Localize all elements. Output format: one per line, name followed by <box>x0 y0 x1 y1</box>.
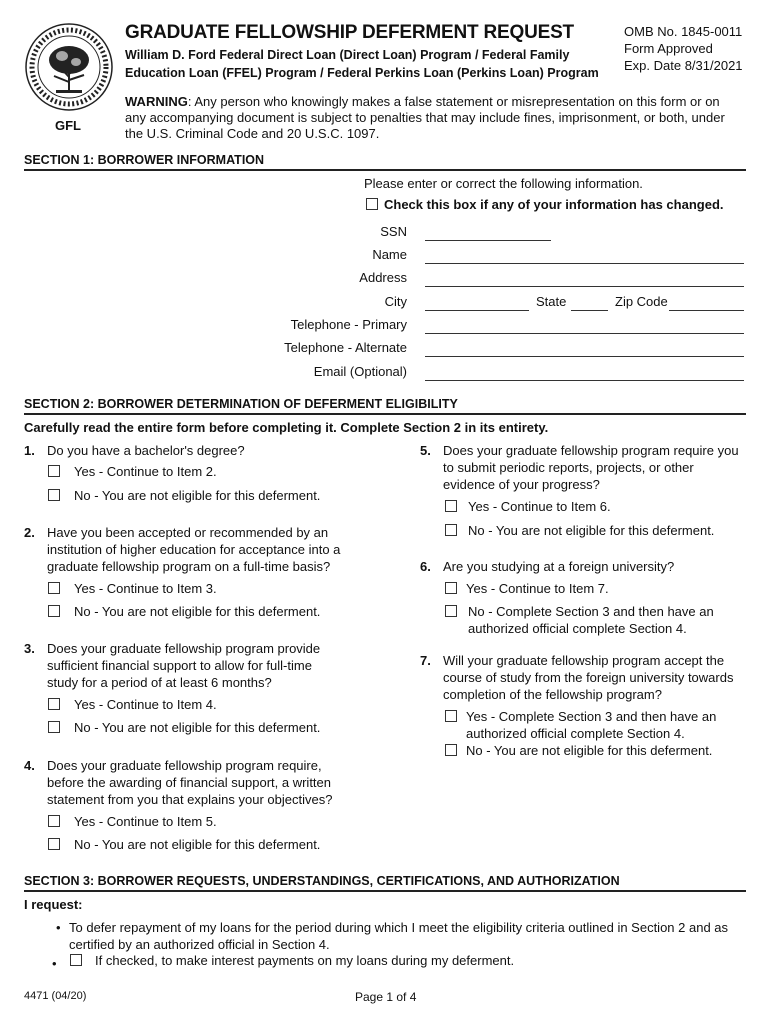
email-field[interactable] <box>425 380 744 381</box>
address-label: Address <box>359 270 407 285</box>
q3-no-checkbox[interactable] <box>48 721 60 733</box>
warning-line-3: the U.S. Criminal Code and 20 U.S.C. 1097. <box>125 126 380 141</box>
q3-text-1: Does your graduate fellowship program provide <box>47 641 321 656</box>
warning-label: WARNING <box>125 94 188 109</box>
interest-payments-checkbox[interactable] <box>70 954 82 966</box>
q6-number: 6. <box>420 559 431 574</box>
section-1-intro: Please enter or correct the following information. <box>364 176 643 191</box>
q1-text: Do you have a bachelor's degree? <box>47 443 245 458</box>
q2-no-label: No - You are not eligible for this deferment. <box>74 604 321 619</box>
q7-text-1: Will your graduate fellowship program accept the <box>443 653 725 668</box>
q4-number: 4. <box>24 758 35 773</box>
q1-no-checkbox[interactable] <box>48 489 60 501</box>
warning-line-2: any accompanying document is subject to penalties that may include fines, imprisonment, or both, under <box>125 110 725 125</box>
email-label: Email (Optional) <box>313 364 407 379</box>
department-of-education-seal <box>24 22 114 112</box>
bullet-2-dot: • <box>52 956 57 971</box>
city-label: City <box>384 294 407 309</box>
q4-no-label: No - You are not eligible for this deferment. <box>74 837 321 852</box>
state-field[interactable] <box>571 310 608 311</box>
q7-no-checkbox[interactable] <box>445 744 457 756</box>
q4-text-2: before the awarding of financial support, a written <box>47 775 332 790</box>
q5-no-checkbox[interactable] <box>445 524 457 536</box>
page-number: Page 1 of 4 <box>355 990 417 1004</box>
q6-yes-label: Yes - Continue to Item 7. <box>466 581 609 596</box>
q2-no-checkbox[interactable] <box>48 605 60 617</box>
q4-text-3: statement from you that explains your objectives? <box>47 792 333 807</box>
state-label: State <box>536 294 567 309</box>
q6-text: Are you studying at a foreign university? <box>443 559 675 574</box>
q5-text-1: Does your graduate fellowship program require you <box>443 443 739 458</box>
expiration-date: Exp. Date 8/31/2021 <box>624 58 743 73</box>
section-3-heading: SECTION 3: BORROWER REQUESTS, UNDERSTANDINGS, CERTIFICATIONS, AND AUTHORIZATION <box>24 874 620 888</box>
form-title: GRADUATE FELLOWSHIP DEFERMENT REQUEST <box>125 22 574 43</box>
section-1-heading: SECTION 1: BORROWER INFORMATION <box>24 153 265 167</box>
q2-text-2: institution of higher education for acceptance into a <box>47 542 341 557</box>
q6-yes-checkbox[interactable] <box>445 582 457 594</box>
info-changed-label: Check this box if any of your information has changed. <box>384 197 724 212</box>
section-2-rule <box>24 413 746 415</box>
q5-text-2: to submit periodic reports, projects, or other <box>443 460 694 475</box>
section-2-instruction: Carefully read the entire form before completing it. Complete Section 2 in its entirety. <box>24 420 549 435</box>
q1-no-label: No - You are not eligible for this deferment. <box>74 488 321 503</box>
q3-no-label: No - You are not eligible for this deferment. <box>74 720 321 735</box>
q5-number: 5. <box>420 443 431 458</box>
q3-text-3: study for a period of at least 6 months? <box>47 675 272 690</box>
q5-text-3: evidence of your progress? <box>443 477 600 492</box>
q7-text-3: completion of the fellowship program? <box>443 687 662 702</box>
section-2-heading: SECTION 2: BORROWER DETERMINATION OF DEFERMENT ELIGIBILITY <box>24 397 458 411</box>
q7-yes-label-2: authorized official complete Section 4. <box>466 726 685 741</box>
q7-number: 7. <box>420 653 431 668</box>
zip-label: Zip Code <box>615 294 668 309</box>
zip-field[interactable] <box>669 310 744 311</box>
q3-number: 3. <box>24 641 35 656</box>
form-approved: Form Approved <box>624 41 713 56</box>
q6-no-checkbox[interactable] <box>445 605 457 617</box>
q2-yes-checkbox[interactable] <box>48 582 60 594</box>
program-subtitle-1: William D. Ford Federal Direct Loan (Direct Loan) Program / Federal Family <box>125 48 570 62</box>
name-label: Name <box>372 247 407 262</box>
ssn-field[interactable] <box>425 240 551 241</box>
q1-number: 1. <box>24 443 35 458</box>
q6-no-label-1: No - Complete Section 3 and then have an <box>468 604 714 619</box>
warning-text <box>125 94 745 142</box>
q4-yes-checkbox[interactable] <box>48 815 60 827</box>
q1-yes-checkbox[interactable] <box>48 465 60 477</box>
ssn-label: SSN <box>380 224 407 239</box>
q7-yes-checkbox[interactable] <box>445 710 457 722</box>
interest-payments-label: If checked, to make interest payments on my loans during my deferment. <box>95 953 515 968</box>
name-field[interactable] <box>425 263 744 264</box>
omb-number: OMB No. 1845-0011 <box>624 24 743 39</box>
q5-yes-checkbox[interactable] <box>445 500 457 512</box>
q5-no-label: No - You are not eligible for this deferment. <box>468 523 715 538</box>
telephone-alternate-label: Telephone - Alternate <box>284 340 407 355</box>
q7-no-label: No - You are not eligible for this deferment. <box>466 743 713 758</box>
telephone-primary-field[interactable] <box>425 333 744 334</box>
info-changed-checkbox[interactable] <box>366 198 378 210</box>
q2-text-3: graduate fellowship program on a full-time basis? <box>47 559 331 574</box>
q2-text-1: Have you been accepted or recommended by an <box>47 525 329 540</box>
bullet-1-line-1: To defer repayment of my loans for the period during which I meet the eligibility criteria outlined in Section 2 and as <box>69 920 729 935</box>
q4-no-checkbox[interactable] <box>48 838 60 850</box>
warning-line-1: : Any person who knowingly makes a false statement or misrepresentation on this form or on <box>187 94 720 109</box>
gfl-label: GFL <box>55 118 81 133</box>
telephone-alternate-field[interactable] <box>425 356 744 357</box>
bullet-1-dot: • <box>56 920 61 935</box>
section-3-rule <box>24 890 746 892</box>
section-1-rule <box>24 169 746 171</box>
q2-yes-label: Yes - Continue to Item 3. <box>74 581 217 596</box>
i-request-label: I request: <box>24 897 83 912</box>
form-id: 4471 (04/20) <box>24 990 87 1002</box>
q3-yes-label: Yes - Continue to Item 4. <box>74 697 217 712</box>
q3-text-2: sufficient financial support to allow for full-time <box>47 658 312 673</box>
address-field[interactable] <box>425 286 744 287</box>
q4-yes-label: Yes - Continue to Item 5. <box>74 814 217 829</box>
bullet-1-line-2: certified by an authorized official in Section 4. <box>69 937 330 952</box>
q1-yes-label: Yes - Continue to Item 2. <box>74 464 217 479</box>
q6-no-label-2: authorized official complete Section 4. <box>468 621 687 636</box>
program-subtitle-2: Education Loan (FFEL) Program / Federal Perkins Loan (Perkins Loan) Program <box>125 66 599 80</box>
q4-text-1: Does your graduate fellowship program require, <box>47 758 322 773</box>
city-field[interactable] <box>425 310 529 311</box>
q2-number: 2. <box>24 525 35 540</box>
q5-yes-label: Yes - Continue to Item 6. <box>468 499 611 514</box>
q7-text-2: course of study from the foreign university towards <box>443 670 734 685</box>
q7-yes-label-1: Yes - Complete Section 3 and then have an <box>466 709 717 724</box>
telephone-primary-label: Telephone - Primary <box>290 317 407 332</box>
q3-yes-checkbox[interactable] <box>48 698 60 710</box>
